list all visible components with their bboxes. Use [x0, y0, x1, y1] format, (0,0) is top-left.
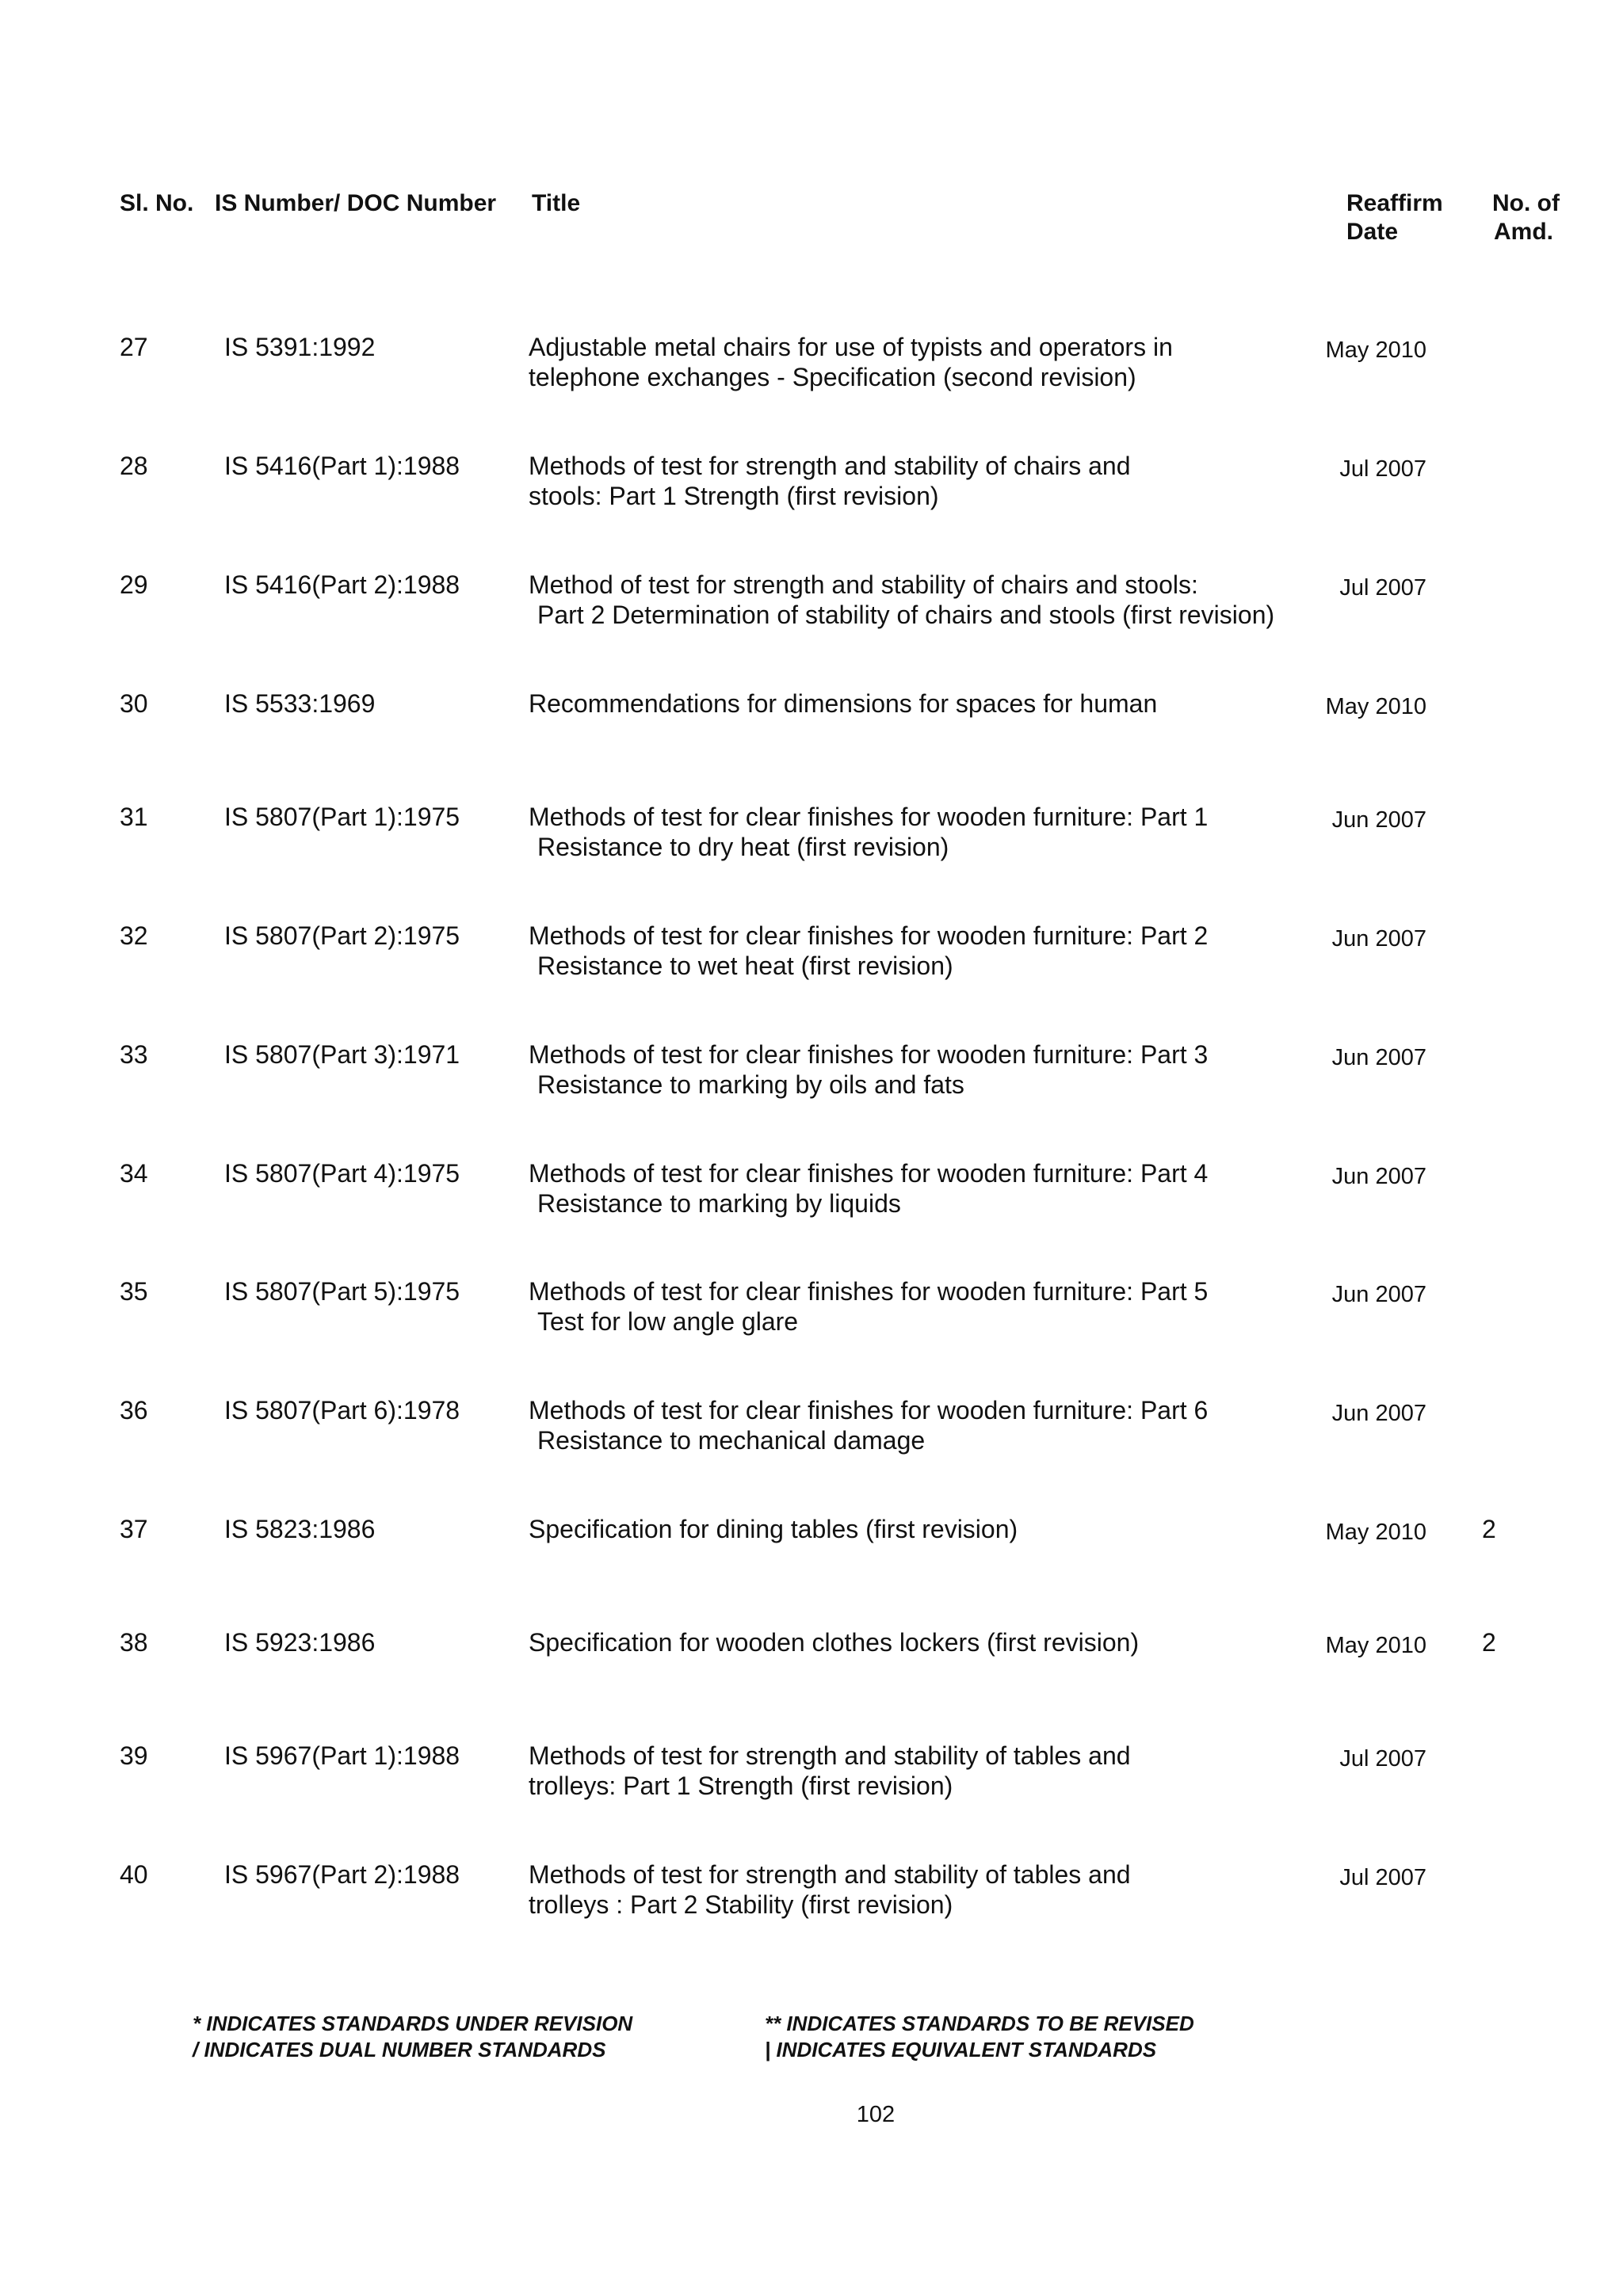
note-under-revision: * INDICATES STANDARDS UNDER REVISION — [193, 2012, 633, 2035]
row-title-line2: trolleys : Part 2 Stability (first revision) — [529, 1890, 953, 1919]
row-title — [529, 1627, 1139, 1657]
row-title-line1: Methods of test for clear finishes for wooden furniture: Part 2 — [529, 921, 1209, 950]
row-title — [529, 802, 1208, 862]
table-row — [0, 1395, 1623, 1459]
page-number: 102 — [856, 2102, 896, 2127]
row-title-line1: Methods of test for strength and stability of chairs and — [529, 452, 1131, 480]
table-row — [0, 332, 1623, 395]
row-title-line2: Resistance to mechanical damage — [537, 1426, 926, 1455]
row-title — [529, 570, 1274, 630]
row-reaffirm-date: May 2010 — [1325, 1633, 1426, 1658]
row-title — [529, 1395, 1208, 1455]
row-is-number: IS 5533:1969 — [224, 689, 376, 718]
row-is-number: IS 5807(Part 2):1975 — [224, 921, 460, 950]
row-sl-no: 39 — [120, 1741, 148, 1770]
row-sl-no: 27 — [120, 333, 148, 361]
row-title — [529, 332, 1173, 392]
row-title-line2: Resistance to marking by liquids — [537, 1189, 901, 1218]
row-title-line1: Methods of test for clear finishes for wooden furniture: Part 4 — [529, 1159, 1209, 1188]
row-sl-no: 33 — [120, 1040, 148, 1069]
row-title-line1: Methods of test for strength and stability of tables and — [529, 1741, 1131, 1770]
row-title-line1: Adjustable metal chairs for use of typists and operators in — [529, 333, 1173, 361]
row-title-line1: Methods of test for clear finishes for wooden furniture: Part 6 — [529, 1396, 1209, 1425]
row-is-number: IS 5807(Part 3):1971 — [224, 1040, 460, 1069]
row-title-line1: Methods of test for clear finishes for wooden furniture: Part 5 — [529, 1277, 1209, 1306]
row-title — [529, 1859, 1131, 1920]
row-sl-no: 37 — [120, 1515, 148, 1543]
row-is-number: IS 5823:1986 — [224, 1515, 376, 1543]
row-title — [529, 688, 1157, 719]
row-title-line1: Methods of test for strength and stability of tables and — [529, 1860, 1131, 1889]
row-reaffirm-date: May 2010 — [1325, 338, 1426, 363]
row-reaffirm-date: Jun 2007 — [1331, 1045, 1426, 1070]
row-reaffirm-date: Jun 2007 — [1331, 926, 1426, 952]
row-title — [529, 1158, 1208, 1219]
row-is-number: IS 5967(Part 2):1988 — [224, 1860, 460, 1889]
row-is-number: IS 5416(Part 1):1988 — [224, 452, 460, 480]
row-is-number: IS 5807(Part 4):1975 — [224, 1159, 460, 1188]
row-title-line2: Part 2 Determination of stability of chairs and stools (first revision) — [537, 601, 1275, 629]
row-sl-no: 32 — [120, 921, 148, 950]
row-title — [529, 921, 1208, 981]
table-row — [0, 1859, 1623, 1923]
header-reaffirm-line2: Date — [1346, 219, 1399, 245]
row-reaffirm-date: Jul 2007 — [1339, 456, 1426, 482]
row-is-number: IS 5807(Part 5):1975 — [224, 1277, 460, 1306]
row-is-number: IS 5391:1992 — [224, 333, 376, 361]
row-sl-no: 35 — [120, 1277, 148, 1306]
row-reaffirm-date: Jul 2007 — [1339, 1865, 1426, 1890]
header-is-number: IS Number/ DOC Number — [215, 190, 497, 216]
row-reaffirm-date: Jun 2007 — [1331, 1401, 1426, 1426]
row-title-line2: Resistance to marking by oils and fats — [537, 1070, 964, 1099]
row-is-number: IS 5967(Part 1):1988 — [224, 1741, 460, 1770]
table-row — [0, 1514, 1623, 1577]
row-title — [529, 1514, 1018, 1544]
header-reaffirm-date — [1346, 189, 1443, 246]
note-dual-number: / INDICATES DUAL NUMBER STANDARDS — [193, 2038, 606, 2061]
row-title-line2: stools: Part 1 Strength (first revision) — [529, 482, 939, 510]
header-no-of-amd — [1480, 189, 1560, 246]
row-is-number: IS 5807(Part 6):1978 — [224, 1396, 460, 1425]
row-title-line2: Resistance to wet heat (first revision) — [537, 952, 953, 980]
row-is-number: IS 5923:1986 — [224, 1628, 376, 1657]
row-sl-no: 29 — [120, 570, 148, 599]
table-row — [0, 1741, 1623, 1804]
header-reaffirm-line1: Reaffirm — [1346, 190, 1443, 216]
row-title-line1: Specification for wooden clothes lockers (first revision) — [529, 1628, 1140, 1657]
row-sl-no: 31 — [120, 803, 148, 831]
row-is-number: IS 5416(Part 2):1988 — [224, 570, 460, 599]
row-title — [529, 451, 1131, 511]
note-equivalent: | INDICATES EQUIVALENT STANDARDS — [765, 2038, 1157, 2061]
header-title: Title — [532, 190, 581, 216]
table-row — [0, 1158, 1623, 1222]
row-title-line2: Resistance to dry heat (first revision) — [537, 833, 949, 861]
row-title — [529, 1741, 1131, 1801]
header-amd-line1: No. of — [1492, 190, 1560, 216]
row-title-line1: Method of test for strength and stability of chairs and stools: — [529, 570, 1198, 599]
table-row — [0, 1627, 1623, 1691]
header-amd-line2: Amd. — [1494, 219, 1553, 245]
table-row — [0, 570, 1623, 633]
row-title-line1: Methods of test for clear finishes for wooden furniture: Part 3 — [529, 1040, 1209, 1069]
row-no-of-amd: 2 — [1482, 1628, 1496, 1657]
row-title-line1: Specification for dining tables (first revision) — [529, 1515, 1018, 1543]
table-row — [0, 921, 1623, 984]
note-to-be-revised: ** INDICATES STANDARDS TO BE REVISED — [765, 2012, 1194, 2035]
row-reaffirm-date: May 2010 — [1325, 1520, 1426, 1545]
row-title — [529, 1276, 1208, 1337]
row-title-line2: trolleys: Part 1 Strength (first revision) — [529, 1772, 953, 1800]
row-title — [529, 1039, 1208, 1100]
row-reaffirm-date: Jun 2007 — [1331, 1164, 1426, 1189]
row-reaffirm-date: Jun 2007 — [1331, 1282, 1426, 1307]
table-row — [0, 1039, 1623, 1103]
row-sl-no: 40 — [120, 1860, 148, 1889]
row-reaffirm-date: May 2010 — [1325, 694, 1426, 719]
row-sl-no: 30 — [120, 689, 148, 718]
row-title-line1: Recommendations for dimensions for spaces for human — [529, 689, 1158, 718]
row-reaffirm-date: Jul 2007 — [1339, 1746, 1426, 1772]
table-row — [0, 1276, 1623, 1340]
row-reaffirm-date: Jul 2007 — [1339, 575, 1426, 601]
row-title-line1: Methods of test for clear finishes for wooden furniture: Part 1 — [529, 803, 1209, 831]
table-row — [0, 688, 1623, 752]
row-sl-no: 36 — [120, 1396, 148, 1425]
row-is-number: IS 5807(Part 1):1975 — [224, 803, 460, 831]
row-sl-no: 28 — [120, 452, 148, 480]
row-sl-no: 34 — [120, 1159, 148, 1188]
row-sl-no: 38 — [120, 1628, 148, 1657]
header-sl-no: Sl. No. — [120, 190, 194, 216]
table-row — [0, 802, 1623, 865]
row-title-line2: Test for low angle glare — [537, 1307, 799, 1336]
row-title-line2: telephone exchanges - Specification (second revision) — [529, 363, 1136, 391]
row-no-of-amd: 2 — [1482, 1515, 1496, 1543]
row-reaffirm-date: Jun 2007 — [1331, 807, 1426, 833]
table-row — [0, 451, 1623, 514]
